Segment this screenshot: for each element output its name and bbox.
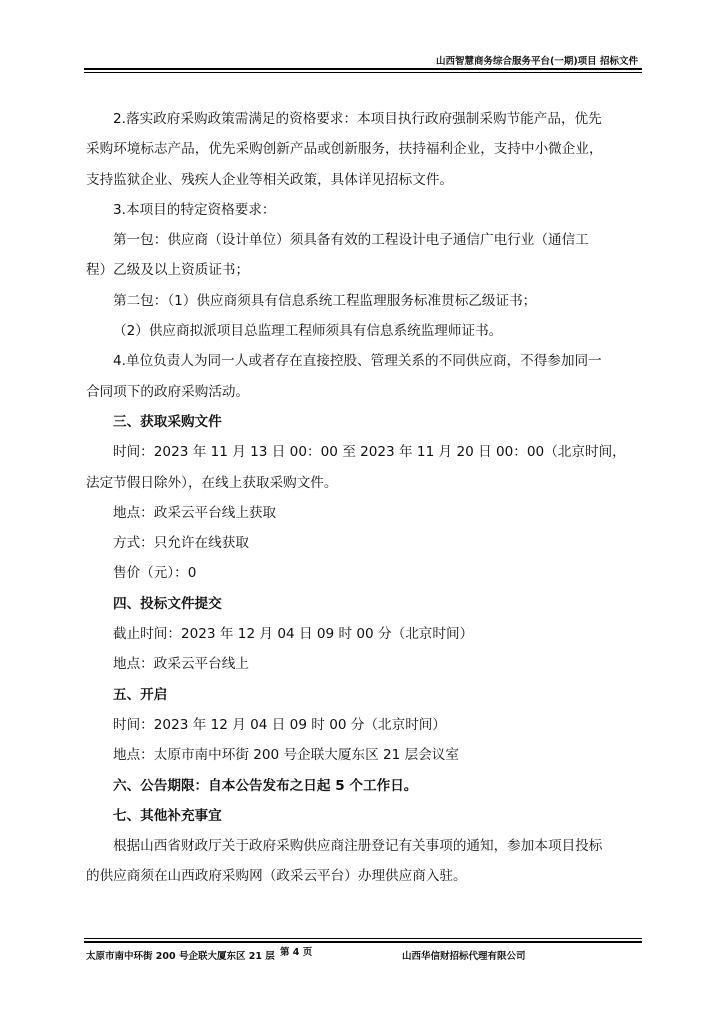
page-footer [84, 938, 642, 968]
qualification-policy-line2: 采购环境标志产品，优先采购创新产品或创新服务，扶持福利企业，支持中小微企业， [86, 141, 603, 158]
footer-rule-thick [84, 941, 642, 943]
section-heading-announcement-period: 六、公告期限：自本公告发布之日起 5 个工作日。 [113, 777, 418, 794]
document-body [86, 104, 656, 892]
related-supplier-rule-line1: 4.单位负责人为同一人或者存在直接控股、管理关系的不同供应商，不得参加同一 [113, 353, 602, 370]
obtain-time-line1: 时间：2023 年 11 月 13 日 00：00 至 2023 年 11 月 20 日 00：00（北京时间， [113, 444, 626, 461]
lot-one-requirement-line1: 第一包：供应商（设计单位）须具备有效的工程设计电子通信广电行业（通信工 [113, 232, 589, 249]
qualification-policy-line3: 支持监狱企业、残疾人企业等相关政策，具体详见招标文件。 [86, 171, 454, 188]
footer-rule [84, 938, 642, 939]
supplier-registration-line1: 根据山西省财政厅关于政府采购供应商注册登记有关事项的通知，参加本项目投标 [113, 838, 603, 855]
lot-two-requirement-2: （2）供应商拟派项目总监理工程师须具有信息系统监理师证书。 [113, 323, 503, 340]
supplier-registration-line2: 的供应商须在山西政府采购网（政采云平台）办理供应商入驻。 [86, 868, 467, 885]
obtain-method: 方式：只允许在线获取 [113, 535, 249, 552]
section-heading-opening: 五、开启 [113, 686, 168, 703]
document-price: 售价（元）：0 [113, 565, 197, 582]
footer-address: 太原市南中环街 200 号企联大厦东区 21 层 [86, 951, 275, 962]
lot-two-requirement-1: 第二包：（1）供应商须具有信息系统工程监理服务标准贯标乙级证书； [113, 292, 537, 309]
header-rule [84, 68, 642, 70]
page-header [84, 50, 642, 72]
footer-page-number: 第 4 页 [280, 947, 313, 958]
header-rule-thin [84, 72, 642, 73]
opening-location: 地点：太原市南中环街 200 号企联大厦东区 21 层会议室 [113, 747, 459, 764]
special-requirements-label: 3.本项目的特定资格要求： [113, 201, 276, 218]
opening-time: 时间：2023 年 12 月 04 日 09 时 00 分（北京时间） [113, 716, 446, 733]
section-heading-supplementary-matters: 七、其他补充事宜 [113, 807, 222, 824]
footer-company: 山西华信财招标代理有限公司 [402, 951, 526, 962]
lot-one-requirement-line2: 程）乙级及以上资质证书； [86, 262, 250, 279]
obtain-time-line2: 法定节假日除外），在线上获取采购文件。 [86, 474, 338, 491]
section-heading-obtain-documents: 三、获取采购文件 [113, 413, 222, 430]
submission-location: 地点：政采云平台线上 [113, 656, 249, 673]
obtain-location: 地点：政采云平台线上获取 [113, 504, 277, 521]
qualification-policy-line1: 2.落实政府采购政策需满足的资格要求：本项目执行政府强制采购节能产品，优先 [113, 111, 602, 127]
related-supplier-rule-line2: 合同项下的政府采购活动。 [86, 383, 250, 400]
header-title: 山西智慧商务综合服务平台(一期)项目 招标文件 [436, 56, 638, 67]
section-heading-bid-submission: 四、投标文件提交 [113, 595, 222, 612]
submission-deadline: 截止时间：2023 年 12 月 04 日 09 时 00 分（北京时间） [113, 626, 474, 643]
